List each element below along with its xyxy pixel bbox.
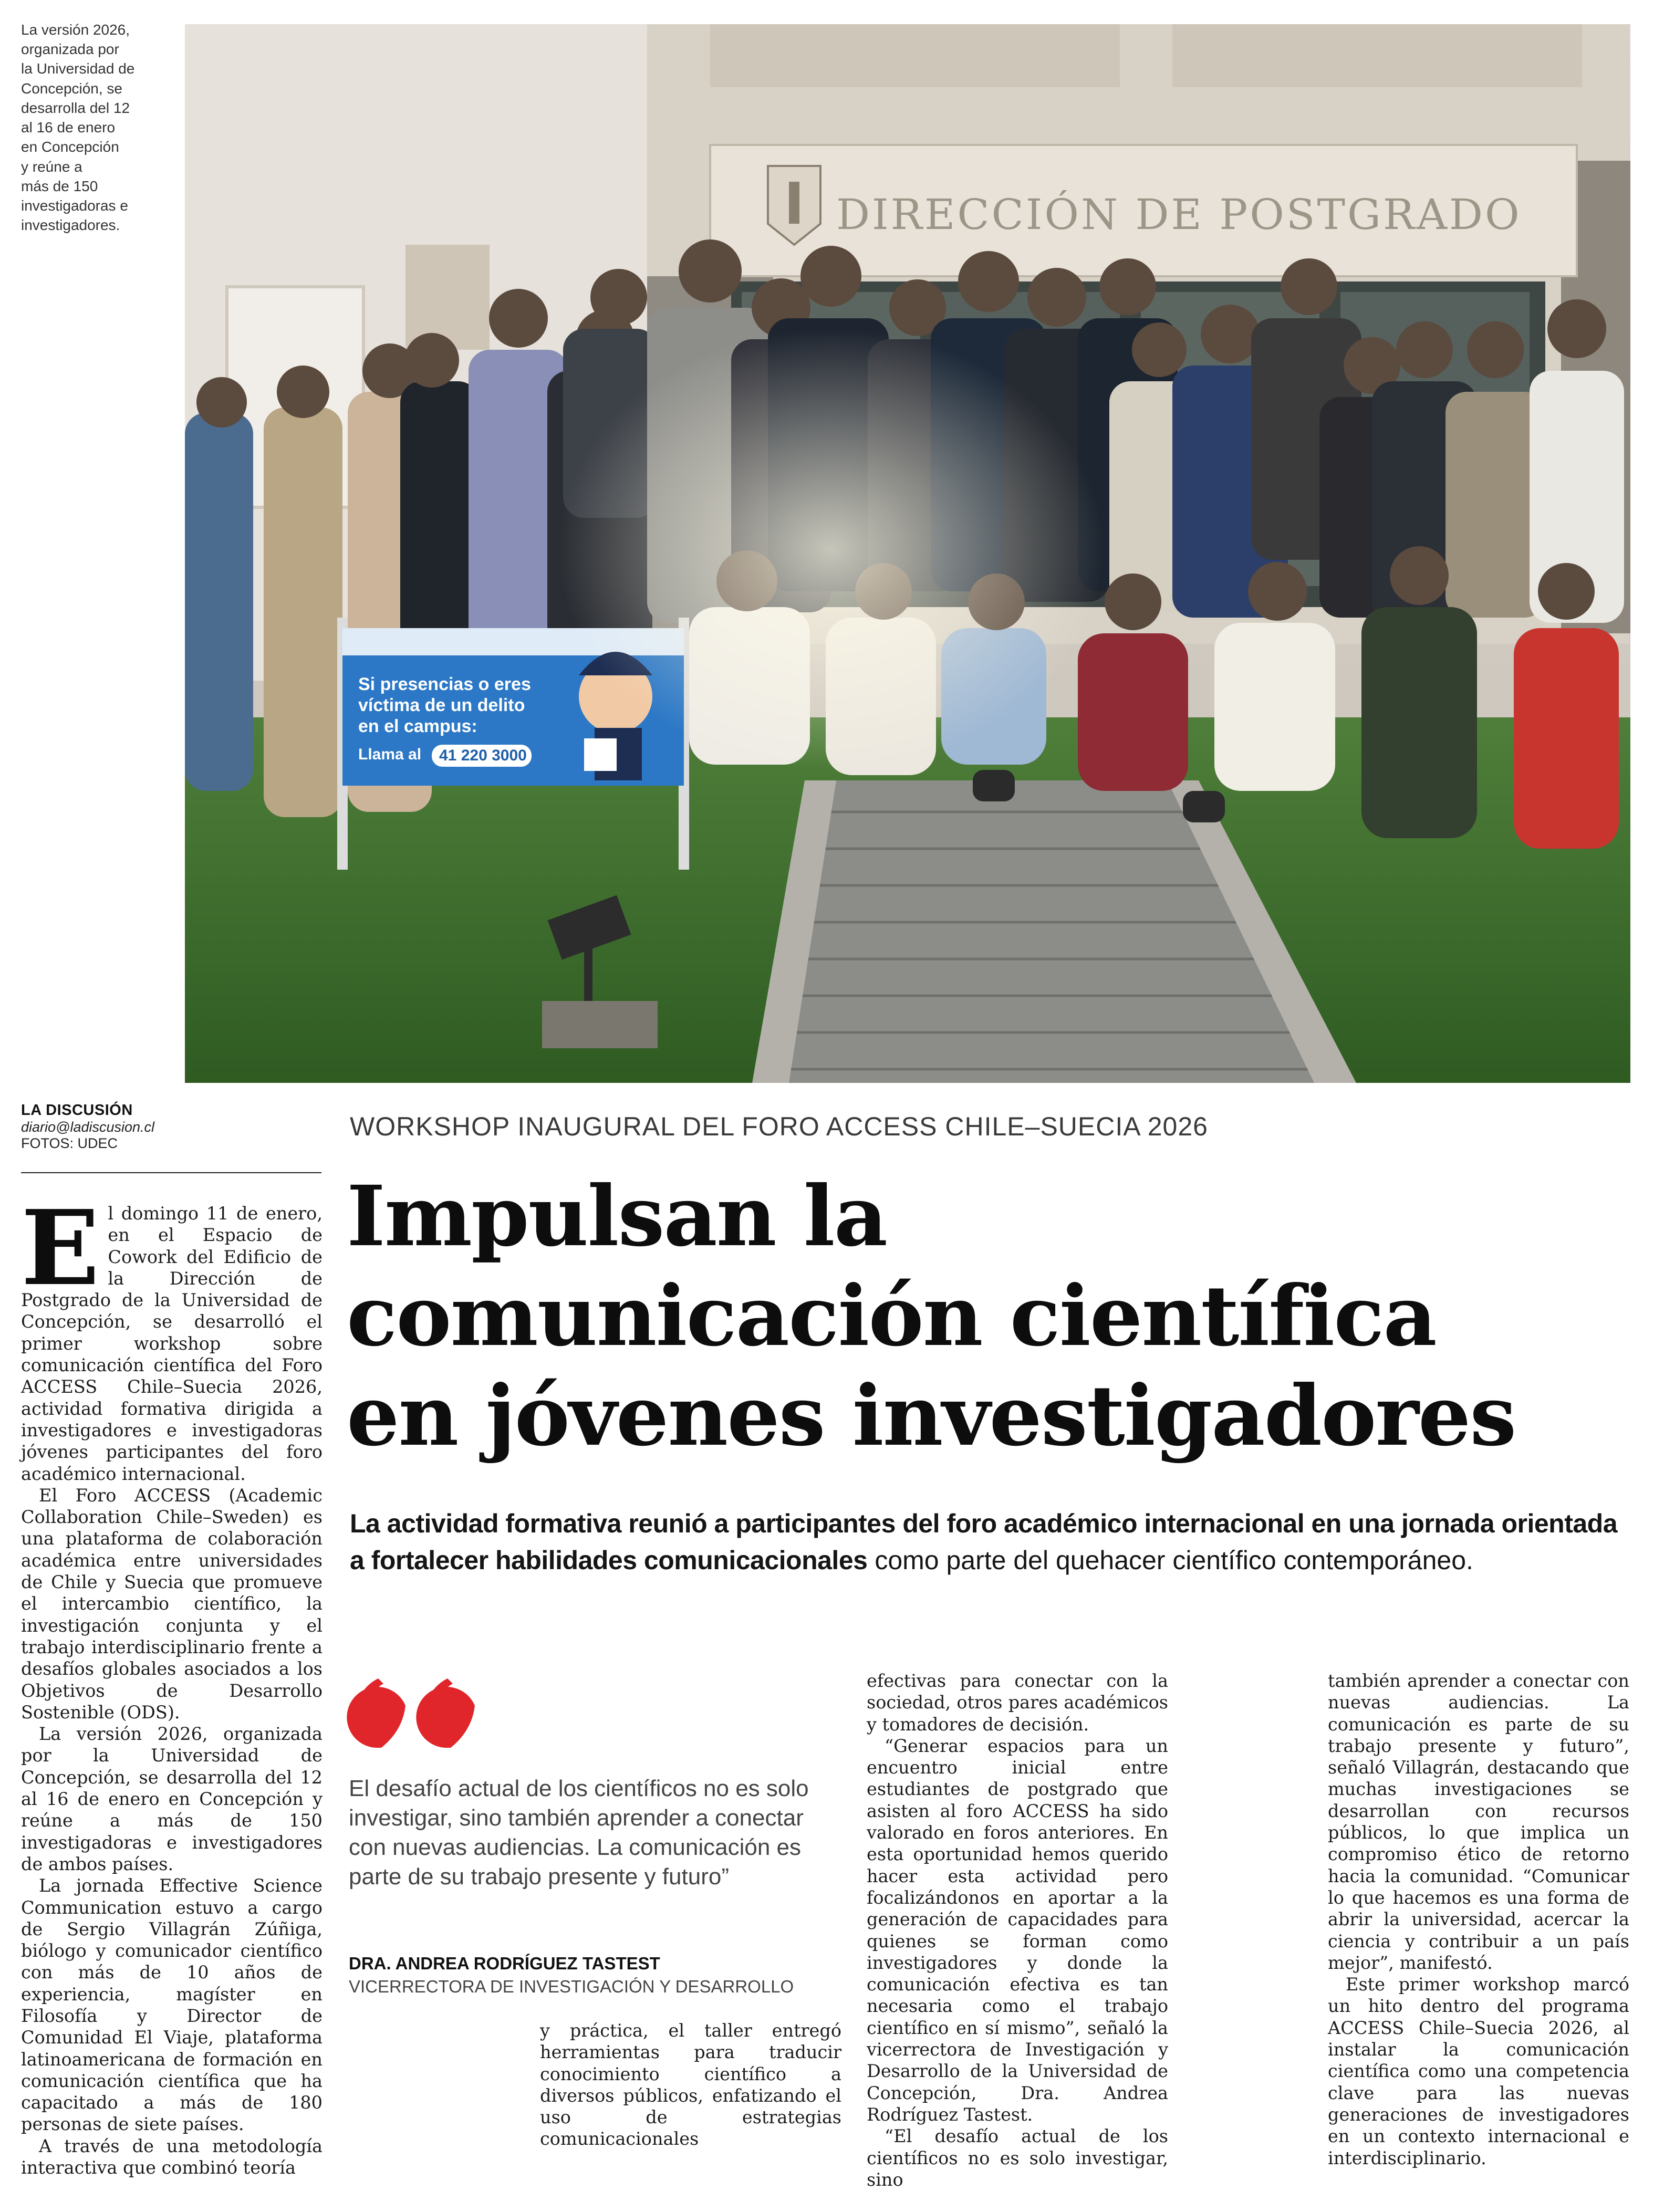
article-column-2 xyxy=(540,2020,841,2150)
pull-quote-text: El desafío actual de los científicos no es solo investigar, sino también aprender a conectar con nuevas audiencias. La comunicación es parte de su trabajo presente y futuro” xyxy=(349,1776,809,1890)
paragraph: Este primer workshop marcó un hito dentro del programa ACCESS Chile–Suecia 2026, al instalar la comunicación científica como una competencia clave para las nuevas generaciones de investigadores en un contexto internacional e interdisciplinario. xyxy=(1328,1974,1629,2168)
headline-line: en jóvenes investigadores xyxy=(347,1368,1516,1465)
headline xyxy=(347,1167,1644,1466)
building-sign: DIRECCIÓN DE POSTGRADO xyxy=(836,190,1522,239)
paragraph: La jornada Effective Science Communication estuvo a cargo de Sergio Villagrán Zúñiga, biólogo y comunicador científico con más de 10 años de experiencia, magíster en Filosofía y Director de Comunidad El Viaje, plataforma latinoamericana de formación en comunicación científica que ha capacitado a más de 180 personas de siete países. xyxy=(21,1875,323,2135)
paragraph: La versión 2026, organizada por la Universidad de Concepción, se desarrolla del 12 al 16 de enero en Concepción y reúne a más de 150 investigadoras e investigadores de ambos países. xyxy=(21,1724,323,1874)
paragraph: “Generar espacios para un encuentro inicial entre estudiantes de postgrado que asisten al foro ACCESS ha sido valorado en foros anteriores. En esta oportunidad hemos querido hacer esta actividad pero focalizándonos en aportar a la generación de capacidades para quienes se forman como investigadores y donde la comunicación efectiva es tan necesaria como el trabajo científico en sí mismo”, señaló la vicerrectora de Investigación y Desarrollo de la Universidad de Concepción, Dra. Andrea Rodríguez Tastest. xyxy=(867,1735,1168,2125)
caption-line: organizada por xyxy=(21,41,119,58)
pull-quote-author: DRA. ANDREA RODRÍGUEZ TASTEST xyxy=(349,1954,660,1973)
caption-line: más de 150 xyxy=(21,178,98,194)
poster-line3: en el campus: xyxy=(358,716,477,736)
headline-line: Impulsan la xyxy=(347,1168,887,1265)
article-column-1 xyxy=(21,1188,323,2178)
caption-line: investigadores. xyxy=(21,217,120,234)
article-column-3 xyxy=(867,1670,1168,2190)
poster-line1: Si presencias o eres xyxy=(358,674,531,694)
caption-line: desarrolla del 12 xyxy=(21,99,130,116)
kicker: WORKSHOP INAUGURAL DEL FORO ACCESS CHILE–SUECIA 2026 xyxy=(350,1112,1208,1141)
caption-line: investigadoras e xyxy=(21,197,128,214)
caption-line: la Universidad de xyxy=(21,60,135,77)
quote-marks-icon xyxy=(347,1669,488,1749)
article-column-4 xyxy=(1328,1670,1629,2169)
group-photo xyxy=(185,24,1630,1083)
poster-phone: 41 220 3000 xyxy=(439,747,527,764)
caption-line: y reúne a xyxy=(21,158,82,175)
paragraph: “El desafío actual de los científicos no es solo investigar, sino xyxy=(867,2126,1168,2190)
headline-line: comunicación científica xyxy=(347,1268,1436,1365)
caption-line: al 16 de enero xyxy=(21,119,116,136)
caption-line: Concepción, se xyxy=(21,80,123,97)
publication-name: LA DISCUSIÓN xyxy=(21,1102,133,1119)
credits-block xyxy=(21,1102,326,1152)
photo-caption xyxy=(21,20,173,235)
lead-rest: como parte del quehacer científico contemporáneo. xyxy=(867,1546,1473,1575)
qr-code-icon xyxy=(584,738,617,771)
lead-paragraph xyxy=(350,1505,1631,1579)
caption-line: en Concepción xyxy=(21,139,119,155)
poster-line2: víctima de un delito xyxy=(358,695,525,715)
paragraph: El domingo 11 de enero, en el Espacio de Cowork del Edificio de la Dirección de Postgrado de la Universidad de Concepción, se desarrolló el primer workshop sobre comunicación científica del Foro ACCESS Chile–Suecia 2026, actividad formativa dirigida a investigadores e investigadoras jóvenes participantes del foro académico internacional. xyxy=(21,1188,323,1484)
paragraph: El Foro ACCESS (Academic Collaboration Chile–Sweden) es una plataforma de colaboración académica entre universidades de Chile y Suecia que promueve el intercambio científico, la investigación conjunta y el trabajo interdisciplinario frente a desafíos globales asociados a los Objetivos de Desarrollo Sostenible (ODS). xyxy=(21,1485,323,1723)
drop-cap: E xyxy=(21,1188,100,1309)
paragraph: A través de una metodología interactiva que combinó teoría xyxy=(21,2135,323,2178)
paragraph: y práctica, el taller entregó herramientas para traducir conocimiento científico a diversos públicos, enfatizando el uso de estrategias comunicacionales xyxy=(540,2020,841,2150)
paragraph: efectivas para conectar con la sociedad, otros pares académicos y tomadores de decisión. xyxy=(867,1671,1168,1735)
divider xyxy=(21,1172,321,1173)
lead-bold: La actividad formativa reunió a participantes del foro académico internacional en una jornada orientada a fortalecer habilidades comunicacionales xyxy=(350,1509,1618,1575)
pull-quote-role: VICERRECTORA DE INVESTIGACIÓN Y DESARROLLO xyxy=(349,1977,794,1996)
paragraph: también aprender a conectar con nuevas audiencias. La comunicación es parte de su trabajo presente y futuro”, señaló Villagrán, destacando que muchas investigaciones se desarrollan con recursos públicos, lo que implica un compromiso ético de retorno hacia la comunidad. “Comunicar lo que hacemos es una forma de abrir la universidad, acercar la ciencia y contribuir a un país mejor”, manifestó. xyxy=(1328,1671,1629,1973)
photo-credit: FOTOS: UDEC xyxy=(21,1135,118,1151)
contact-email[interactable]: diario@ladiscusion.cl xyxy=(21,1119,155,1135)
caption-line: La versión 2026, xyxy=(21,22,130,38)
poster-call-label: Llama al xyxy=(358,746,422,763)
